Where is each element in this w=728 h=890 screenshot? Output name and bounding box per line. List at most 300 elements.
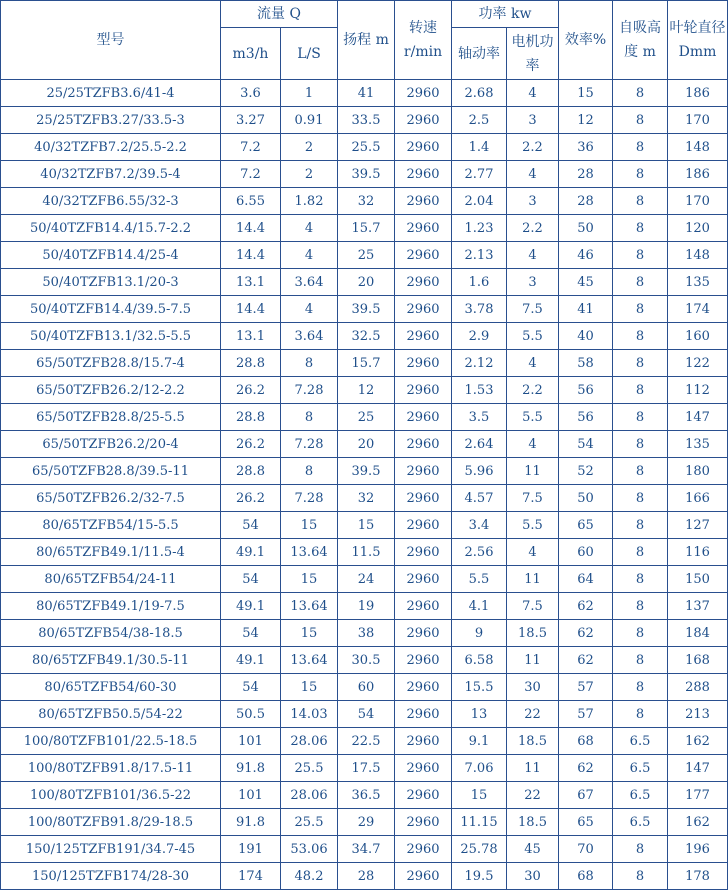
header-power: 功率 kw: [452, 1, 559, 28]
cell-speed: 2960: [395, 674, 452, 701]
cell-model: 65/50TZFB28.8/39.5-11: [1, 458, 221, 485]
cell-efficiency: 52: [559, 458, 613, 485]
cell-efficiency: 65: [559, 809, 613, 836]
cell-efficiency: 62: [559, 620, 613, 647]
cell-suction-height: 8: [613, 836, 668, 863]
cell-flow-ls: 15: [281, 512, 338, 539]
cell-flow-ls: 48.2: [281, 863, 338, 890]
cell-motor-power: 18.5: [507, 809, 559, 836]
cell-head: 19: [338, 593, 395, 620]
cell-motor-power: 7.5: [507, 593, 559, 620]
cell-speed: 2960: [395, 215, 452, 242]
cell-suction-height: 8: [613, 539, 668, 566]
cell-head: 25: [338, 404, 395, 431]
cell-shaft-power: 2.12: [452, 350, 507, 377]
table-row: [1, 134, 728, 161]
table-row: [1, 188, 728, 215]
table-row: [1, 512, 728, 539]
cell-flow-ls: 13.64: [281, 647, 338, 674]
cell-suction-height: 8: [613, 107, 668, 134]
cell-motor-power: 11: [507, 458, 559, 485]
header-speed-line2: r/min: [403, 44, 443, 60]
table-row: [1, 593, 728, 620]
cell-flow-m3h: 7.2: [221, 134, 281, 161]
cell-flow-m3h: 50.5: [221, 701, 281, 728]
cell-flow-m3h: 26.2: [221, 431, 281, 458]
table-row: [1, 728, 728, 755]
cell-suction-height: 8: [613, 404, 668, 431]
cell-speed: 2960: [395, 80, 452, 107]
cell-model: 100/80TZFB91.8/29-18.5: [1, 809, 221, 836]
cell-model: 80/65TZFB54/60-30: [1, 674, 221, 701]
cell-efficiency: 36: [559, 134, 613, 161]
cell-efficiency: 41: [559, 296, 613, 323]
cell-model: 100/80TZFB101/22.5-18.5: [1, 728, 221, 755]
cell-impeller-diameter: 288: [668, 674, 728, 701]
cell-motor-power: 5.5: [507, 323, 559, 350]
cell-efficiency: 40: [559, 323, 613, 350]
cell-impeller-diameter: 160: [668, 323, 728, 350]
cell-flow-ls: 28.06: [281, 782, 338, 809]
cell-motor-power: 4: [507, 539, 559, 566]
cell-shaft-power: 2.77: [452, 161, 507, 188]
cell-efficiency: 15: [559, 80, 613, 107]
cell-shaft-power: 9: [452, 620, 507, 647]
cell-shaft-power: 3.4: [452, 512, 507, 539]
cell-shaft-power: 6.58: [452, 647, 507, 674]
cell-head: 36.5: [338, 782, 395, 809]
cell-impeller-diameter: 213: [668, 701, 728, 728]
cell-suction-height: 8: [613, 323, 668, 350]
table-row: [1, 107, 728, 134]
cell-efficiency: 62: [559, 755, 613, 782]
cell-flow-m3h: 54: [221, 566, 281, 593]
cell-efficiency: 64: [559, 566, 613, 593]
cell-impeller-diameter: 120: [668, 215, 728, 242]
cell-efficiency: 56: [559, 404, 613, 431]
cell-speed: 2960: [395, 512, 452, 539]
cell-suction-height: 8: [613, 674, 668, 701]
header-motor-power: 电机功率: [507, 28, 559, 80]
cell-flow-m3h: 3.27: [221, 107, 281, 134]
cell-impeller-diameter: 150: [668, 566, 728, 593]
cell-shaft-power: 1.53: [452, 377, 507, 404]
table-body: [1, 80, 728, 890]
cell-shaft-power: 13: [452, 701, 507, 728]
cell-impeller-diameter: 166: [668, 485, 728, 512]
cell-head: 22.5: [338, 728, 395, 755]
cell-motor-power: 4: [507, 161, 559, 188]
cell-shaft-power: 11.15: [452, 809, 507, 836]
cell-shaft-power: 2.04: [452, 188, 507, 215]
cell-speed: 2960: [395, 485, 452, 512]
cell-flow-m3h: 6.55: [221, 188, 281, 215]
cell-efficiency: 54: [559, 431, 613, 458]
cell-speed: 2960: [395, 350, 452, 377]
cell-motor-power: 30: [507, 863, 559, 890]
cell-flow-ls: 15: [281, 674, 338, 701]
cell-speed: 2960: [395, 296, 452, 323]
cell-motor-power: 4: [507, 242, 559, 269]
header-impeller: 叶轮直径 Dmm: [668, 1, 728, 80]
cell-flow-ls: 25.5: [281, 809, 338, 836]
cell-flow-ls: 8: [281, 458, 338, 485]
cell-flow-m3h: 28.8: [221, 350, 281, 377]
cell-model: 65/50TZFB26.2/12-2.2: [1, 377, 221, 404]
cell-head: 33.5: [338, 107, 395, 134]
cell-flow-m3h: 14.4: [221, 242, 281, 269]
cell-flow-m3h: 26.2: [221, 377, 281, 404]
cell-impeller-diameter: 112: [668, 377, 728, 404]
cell-model: 50/40TZFB14.4/25-4: [1, 242, 221, 269]
cell-head: 25.5: [338, 134, 395, 161]
cell-speed: 2960: [395, 836, 452, 863]
cell-shaft-power: 3.5: [452, 404, 507, 431]
cell-shaft-power: 1.4: [452, 134, 507, 161]
cell-shaft-power: 7.06: [452, 755, 507, 782]
cell-flow-ls: 15: [281, 566, 338, 593]
cell-impeller-diameter: 170: [668, 107, 728, 134]
cell-efficiency: 50: [559, 485, 613, 512]
cell-speed: 2960: [395, 566, 452, 593]
cell-impeller-diameter: 148: [668, 134, 728, 161]
cell-flow-ls: 2: [281, 134, 338, 161]
cell-suction-height: 8: [613, 215, 668, 242]
cell-flow-m3h: 101: [221, 782, 281, 809]
cell-impeller-diameter: 127: [668, 512, 728, 539]
cell-flow-ls: 1: [281, 80, 338, 107]
cell-shaft-power: 4.1: [452, 593, 507, 620]
table-row: [1, 485, 728, 512]
cell-model: 80/65TZFB54/15-5.5: [1, 512, 221, 539]
cell-speed: 2960: [395, 458, 452, 485]
table-row: [1, 377, 728, 404]
cell-flow-m3h: 13.1: [221, 269, 281, 296]
cell-flow-m3h: 49.1: [221, 539, 281, 566]
cell-impeller-diameter: 137: [668, 593, 728, 620]
cell-model: 100/80TZFB101/36.5-22: [1, 782, 221, 809]
cell-flow-m3h: 28.8: [221, 404, 281, 431]
cell-impeller-diameter: 147: [668, 755, 728, 782]
header-suction: 自吸高度 m: [613, 1, 668, 80]
table-row: [1, 620, 728, 647]
cell-suction-height: 8: [613, 593, 668, 620]
header-speed: [395, 1, 452, 80]
cell-flow-ls: 13.64: [281, 539, 338, 566]
cell-shaft-power: 2.56: [452, 539, 507, 566]
cell-model: 65/50TZFB28.8/15.7-4: [1, 350, 221, 377]
cell-head: 39.5: [338, 161, 395, 188]
cell-suction-height: 8: [613, 620, 668, 647]
cell-speed: 2960: [395, 863, 452, 890]
cell-head: 29: [338, 809, 395, 836]
table-row: [1, 269, 728, 296]
cell-speed: 2960: [395, 782, 452, 809]
cell-head: 41: [338, 80, 395, 107]
table-row: [1, 782, 728, 809]
cell-model: 50/40TZFB13.1/20-3: [1, 269, 221, 296]
cell-impeller-diameter: 135: [668, 431, 728, 458]
cell-model: 65/50TZFB26.2/20-4: [1, 431, 221, 458]
table-row: [1, 701, 728, 728]
cell-efficiency: 62: [559, 647, 613, 674]
cell-suction-height: 8: [613, 647, 668, 674]
cell-head: 32: [338, 188, 395, 215]
cell-efficiency: 46: [559, 242, 613, 269]
table-row: [1, 80, 728, 107]
cell-efficiency: 65: [559, 512, 613, 539]
cell-flow-ls: 4: [281, 296, 338, 323]
cell-shaft-power: 19.5: [452, 863, 507, 890]
cell-motor-power: 2.2: [507, 215, 559, 242]
cell-suction-height: 8: [613, 350, 668, 377]
cell-impeller-diameter: 186: [668, 80, 728, 107]
cell-motor-power: 5.5: [507, 512, 559, 539]
table-row: [1, 566, 728, 593]
cell-shaft-power: 5.5: [452, 566, 507, 593]
table-row: [1, 161, 728, 188]
cell-impeller-diameter: 180: [668, 458, 728, 485]
cell-flow-ls: 25.5: [281, 755, 338, 782]
cell-model: 50/40TZFB14.4/39.5-7.5: [1, 296, 221, 323]
cell-model: 150/125TZFB191/34.7-45: [1, 836, 221, 863]
cell-flow-m3h: 91.8: [221, 755, 281, 782]
cell-shaft-power: 1.23: [452, 215, 507, 242]
cell-motor-power: 3: [507, 188, 559, 215]
header-efficiency: 效率%: [559, 1, 613, 80]
cell-model: 150/125TZFB174/28-30: [1, 863, 221, 890]
cell-impeller-diameter: 184: [668, 620, 728, 647]
cell-motor-power: 4: [507, 431, 559, 458]
cell-shaft-power: 3.78: [452, 296, 507, 323]
cell-head: 54: [338, 701, 395, 728]
cell-model: 40/32TZFB7.2/39.5-4: [1, 161, 221, 188]
cell-efficiency: 50: [559, 215, 613, 242]
cell-speed: 2960: [395, 377, 452, 404]
cell-flow-m3h: 49.1: [221, 647, 281, 674]
cell-suction-height: 8: [613, 80, 668, 107]
cell-suction-height: 6.5: [613, 782, 668, 809]
cell-suction-height: 8: [613, 458, 668, 485]
cell-impeller-diameter: 162: [668, 809, 728, 836]
cell-suction-height: 6.5: [613, 809, 668, 836]
cell-flow-m3h: 54: [221, 512, 281, 539]
cell-flow-m3h: 54: [221, 674, 281, 701]
cell-motor-power: 11: [507, 566, 559, 593]
cell-head: 20: [338, 431, 395, 458]
cell-speed: 2960: [395, 323, 452, 350]
cell-motor-power: 22: [507, 782, 559, 809]
cell-motor-power: 7.5: [507, 485, 559, 512]
table-row: [1, 836, 728, 863]
cell-motor-power: 11: [507, 755, 559, 782]
cell-motor-power: 30: [507, 674, 559, 701]
cell-model: 50/40TZFB14.4/15.7-2.2: [1, 215, 221, 242]
cell-impeller-diameter: 116: [668, 539, 728, 566]
cell-model: 80/65TZFB49.1/11.5-4: [1, 539, 221, 566]
cell-impeller-diameter: 178: [668, 863, 728, 890]
cell-head: 17.5: [338, 755, 395, 782]
cell-speed: 2960: [395, 620, 452, 647]
cell-motor-power: 7.5: [507, 296, 559, 323]
cell-head: 11.5: [338, 539, 395, 566]
cell-speed: 2960: [395, 188, 452, 215]
cell-flow-ls: 1.82: [281, 188, 338, 215]
cell-efficiency: 58: [559, 350, 613, 377]
cell-motor-power: 22: [507, 701, 559, 728]
cell-efficiency: 45: [559, 269, 613, 296]
cell-impeller-diameter: 168: [668, 647, 728, 674]
cell-head: 39.5: [338, 296, 395, 323]
cell-flow-m3h: 7.2: [221, 161, 281, 188]
cell-suction-height: 8: [613, 566, 668, 593]
cell-efficiency: 12: [559, 107, 613, 134]
cell-model: 40/32TZFB6.55/32-3: [1, 188, 221, 215]
cell-flow-m3h: 13.1: [221, 323, 281, 350]
cell-speed: 2960: [395, 728, 452, 755]
cell-model: 65/50TZFB28.8/25-5.5: [1, 404, 221, 431]
cell-model: 80/65TZFB54/38-18.5: [1, 620, 221, 647]
cell-flow-ls: 8: [281, 350, 338, 377]
cell-flow-m3h: 14.4: [221, 215, 281, 242]
cell-head: 39.5: [338, 458, 395, 485]
cell-flow-ls: 28.06: [281, 728, 338, 755]
cell-speed: 2960: [395, 809, 452, 836]
cell-model: 80/65TZFB49.1/19-7.5: [1, 593, 221, 620]
cell-impeller-diameter: 196: [668, 836, 728, 863]
cell-head: 34.7: [338, 836, 395, 863]
cell-efficiency: 68: [559, 863, 613, 890]
cell-head: 24: [338, 566, 395, 593]
cell-impeller-diameter: 162: [668, 728, 728, 755]
header-speed-line1: 转速: [409, 20, 437, 36]
cell-flow-ls: 8: [281, 404, 338, 431]
cell-flow-m3h: 28.8: [221, 458, 281, 485]
cell-motor-power: 3: [507, 269, 559, 296]
cell-model: 50/40TZFB13.1/32.5-5.5: [1, 323, 221, 350]
cell-speed: 2960: [395, 593, 452, 620]
cell-flow-m3h: 191: [221, 836, 281, 863]
cell-flow-ls: 0.91: [281, 107, 338, 134]
cell-suction-height: 8: [613, 512, 668, 539]
cell-suction-height: 8: [613, 863, 668, 890]
cell-flow-ls: 7.28: [281, 377, 338, 404]
cell-impeller-diameter: 170: [668, 188, 728, 215]
cell-shaft-power: 4.57: [452, 485, 507, 512]
cell-suction-height: 8: [613, 431, 668, 458]
cell-speed: 2960: [395, 539, 452, 566]
cell-suction-height: 8: [613, 485, 668, 512]
cell-motor-power: 45: [507, 836, 559, 863]
header-shaft-power: 轴动率: [452, 28, 507, 80]
cell-flow-ls: 3.64: [281, 323, 338, 350]
cell-shaft-power: 2.9: [452, 323, 507, 350]
cell-flow-ls: 3.64: [281, 269, 338, 296]
cell-speed: 2960: [395, 134, 452, 161]
cell-speed: 2960: [395, 647, 452, 674]
cell-motor-power: 11: [507, 647, 559, 674]
table-row: [1, 242, 728, 269]
cell-flow-ls: 4: [281, 215, 338, 242]
cell-flow-ls: 13.64: [281, 593, 338, 620]
cell-suction-height: 8: [613, 161, 668, 188]
cell-efficiency: 57: [559, 701, 613, 728]
cell-suction-height: 8: [613, 242, 668, 269]
header-flow-ls: L/S: [281, 28, 338, 80]
cell-flow-m3h: 54: [221, 620, 281, 647]
cell-efficiency: 28: [559, 161, 613, 188]
cell-shaft-power: 15.5: [452, 674, 507, 701]
cell-head: 38: [338, 620, 395, 647]
cell-motor-power: 18.5: [507, 620, 559, 647]
cell-head: 25: [338, 242, 395, 269]
cell-speed: 2960: [395, 431, 452, 458]
cell-head: 20: [338, 269, 395, 296]
cell-flow-m3h: 26.2: [221, 485, 281, 512]
cell-suction-height: 8: [613, 701, 668, 728]
table-row: [1, 863, 728, 890]
cell-flow-ls: 14.03: [281, 701, 338, 728]
cell-model: 25/25TZFB3.27/33.5-3: [1, 107, 221, 134]
cell-impeller-diameter: 122: [668, 350, 728, 377]
cell-flow-m3h: 91.8: [221, 809, 281, 836]
cell-motor-power: 4: [507, 350, 559, 377]
cell-head: 15.7: [338, 350, 395, 377]
cell-impeller-diameter: 147: [668, 404, 728, 431]
cell-efficiency: 68: [559, 728, 613, 755]
cell-model: 40/32TZFB7.2/25.5-2.2: [1, 134, 221, 161]
cell-impeller-diameter: 174: [668, 296, 728, 323]
cell-suction-height: 8: [613, 269, 668, 296]
table-row: [1, 350, 728, 377]
cell-suction-height: 8: [613, 296, 668, 323]
cell-shaft-power: 25.78: [452, 836, 507, 863]
cell-shaft-power: 5.96: [452, 458, 507, 485]
cell-shaft-power: 2.5: [452, 107, 507, 134]
cell-shaft-power: 9.1: [452, 728, 507, 755]
table-row: [1, 539, 728, 566]
cell-motor-power: 4: [507, 80, 559, 107]
cell-flow-m3h: 101: [221, 728, 281, 755]
table-row: [1, 674, 728, 701]
cell-model: 80/65TZFB50.5/54-22: [1, 701, 221, 728]
cell-head: 32: [338, 485, 395, 512]
cell-head: 12: [338, 377, 395, 404]
cell-speed: 2960: [395, 161, 452, 188]
cell-impeller-diameter: 135: [668, 269, 728, 296]
table-row: [1, 458, 728, 485]
cell-suction-height: 8: [613, 188, 668, 215]
header-head: 扬程 m: [338, 1, 395, 80]
table-row: [1, 809, 728, 836]
cell-model: 100/80TZFB91.8/17.5-11: [1, 755, 221, 782]
cell-head: 15.7: [338, 215, 395, 242]
cell-shaft-power: 1.6: [452, 269, 507, 296]
header-model: 型号: [1, 1, 221, 80]
cell-flow-ls: 2: [281, 161, 338, 188]
cell-motor-power: 3: [507, 107, 559, 134]
cell-model: 65/50TZFB26.2/32-7.5: [1, 485, 221, 512]
cell-flow-m3h: 49.1: [221, 593, 281, 620]
cell-efficiency: 70: [559, 836, 613, 863]
cell-efficiency: 57: [559, 674, 613, 701]
cell-flow-m3h: 14.4: [221, 296, 281, 323]
table-row: [1, 323, 728, 350]
cell-flow-ls: 15: [281, 620, 338, 647]
cell-head: 32.5: [338, 323, 395, 350]
cell-efficiency: 28: [559, 188, 613, 215]
cell-shaft-power: 2.68: [452, 80, 507, 107]
